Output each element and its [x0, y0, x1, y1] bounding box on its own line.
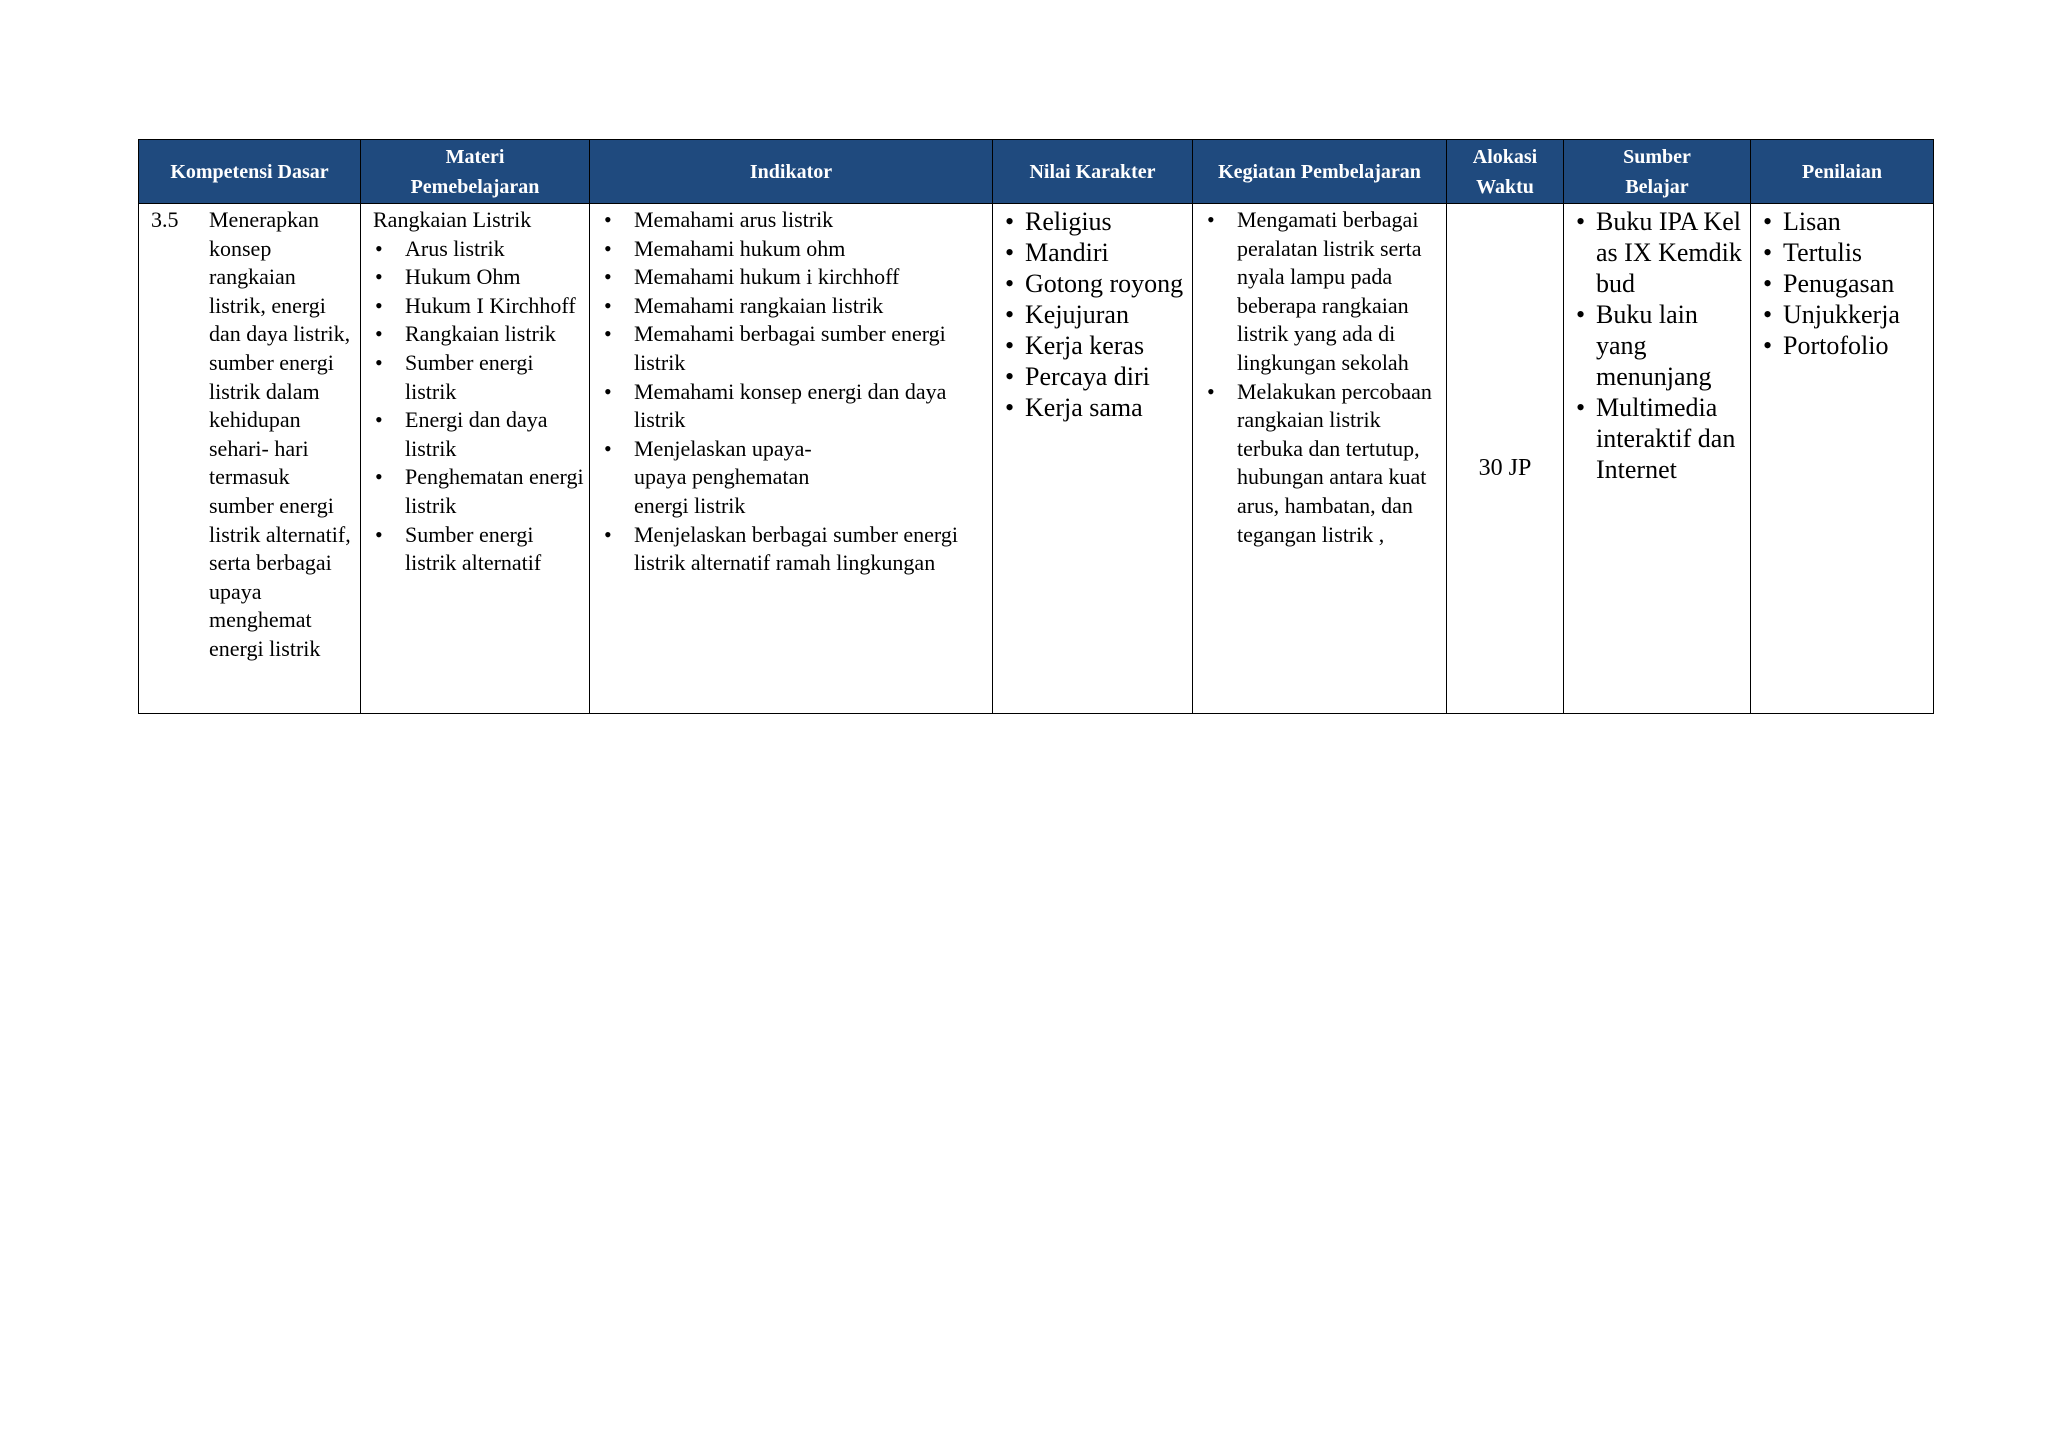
- list-item: • Unjukkerja: [1761, 299, 1933, 330]
- materi-title: Rangkaian Listrik: [373, 207, 532, 232]
- list-item: • Memahami konsep energi dan daya listrik: [602, 378, 988, 435]
- cell-kegiatan: [1193, 204, 1447, 714]
- alokasi-value: 30 JP: [1478, 455, 1532, 482]
- list-item: • Buku lain yang menunjang: [1574, 299, 1746, 392]
- nilai-list: [1003, 206, 1192, 423]
- list-item: • Energi dan daya listrik: [373, 406, 585, 463]
- cell-materi: [361, 204, 590, 714]
- table-header-row: [139, 140, 1934, 204]
- penilaian-list: [1761, 206, 1933, 361]
- cell-sumber-belajar: [1564, 204, 1751, 714]
- kd-number: 3.5: [151, 207, 179, 232]
- cell-penilaian: [1751, 204, 1934, 714]
- cell-indikator: [590, 204, 993, 714]
- cell-kompetensi-dasar: [139, 204, 361, 714]
- list-item: • Buku IPA Kelas IX Kemdikbud: [1574, 206, 1746, 299]
- cell-nilai-karakter: [993, 204, 1193, 714]
- list-item: • Menjelaskan upaya-upaya penghematan energi listrik: [602, 435, 988, 521]
- header-kompetensi-dasar: Kompetensi Dasar: [139, 140, 361, 204]
- list-item: • Percaya diri: [1003, 361, 1192, 392]
- list-item: • Kerja sama: [1003, 392, 1192, 423]
- table-row: [139, 204, 1934, 714]
- list-item: • Penugasan: [1761, 268, 1933, 299]
- header-sumber-belajar: Sumber Belajar: [1564, 140, 1751, 204]
- kd-text: Menerapkan konsep rangkaian listrik, energi dan daya listrik, sumber energi listrik dalam kehidupan sehari- hari termasuk sumber energi listrik alternatif, serta berbagai upaya menghemat energi listrik: [209, 207, 351, 661]
- header-penilaian: Penilaian: [1751, 140, 1934, 204]
- list-item: • Arus listrik: [373, 235, 585, 264]
- list-item: • Memahami arus listrik: [602, 206, 988, 235]
- list-item: • Sumber energi listrik alternatif: [373, 521, 585, 578]
- list-item: • Rangkaian listrik: [373, 320, 585, 349]
- header-indikator: Indikator: [590, 140, 993, 204]
- list-item: • Kejujuran: [1003, 299, 1192, 330]
- list-item: • Sumber energi listrik: [373, 349, 585, 406]
- list-item: • Memahami hukum i kirchhoff: [602, 263, 988, 292]
- list-item: • Menjelaskan berbagai sumber energi listrik alternatif ramah lingkungan: [602, 521, 988, 578]
- list-item: • Mandiri: [1003, 237, 1192, 268]
- list-item: • Penghematan energi listrik: [373, 463, 585, 520]
- list-item: • Memahami berbagai sumber energi listrik: [602, 320, 988, 377]
- list-item: • Multimedia interaktif dan Internet: [1574, 392, 1746, 485]
- kegiatan-list: [1205, 206, 1436, 549]
- materi-list: [373, 235, 585, 578]
- list-item: • Lisan: [1761, 206, 1933, 237]
- list-item: • Memahami rangkaian listrik: [602, 292, 988, 321]
- cell-alokasi-waktu: [1447, 204, 1564, 714]
- list-item: • Gotong royong: [1003, 268, 1192, 299]
- list-item: • Portofolio: [1761, 330, 1933, 361]
- list-item: • Melakukan percobaan rangkaian listrik terbuka dan tertutup, hubungan antara kuat arus, hambatan, dan tegangan listrik ,: [1205, 378, 1436, 550]
- header-kegiatan-pembelajaran: Kegiatan Pembelajaran: [1193, 140, 1447, 204]
- list-item: • Memahami hukum ohm: [602, 235, 988, 264]
- header-materi-pembelajaran: Materi Pemebelajaran: [361, 140, 590, 204]
- indikator-list: [602, 206, 988, 578]
- header-nilai-karakter: Nilai Karakter: [993, 140, 1193, 204]
- list-item: • Religius: [1003, 206, 1192, 237]
- syllabus-table: [138, 139, 1934, 714]
- list-item: • Hukum I Kirchhoff: [373, 292, 585, 321]
- list-item: • Hukum Ohm: [373, 263, 585, 292]
- list-item: • Tertulis: [1761, 237, 1933, 268]
- header-alokasi-waktu: Alokasi Waktu: [1447, 140, 1564, 204]
- sumber-list: [1574, 206, 1746, 485]
- list-item: • Kerja keras: [1003, 330, 1192, 361]
- list-item: • Mengamati berbagai peralatan listrik serta nyala lampu pada beberapa rangkaian listrik yang ada di lingkungan sekolah: [1205, 206, 1436, 378]
